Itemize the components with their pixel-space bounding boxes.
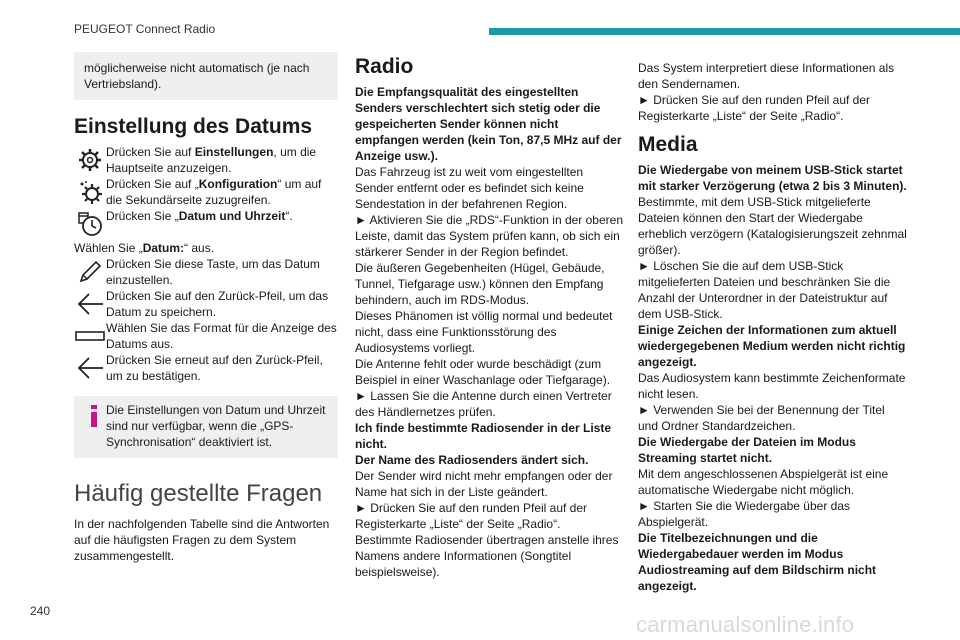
column-middle <box>355 54 623 580</box>
faq-question: Der Name des Radiosenders ändert sich. <box>355 453 589 467</box>
section-heading-datum: Einstellung des Datums <box>74 115 313 138</box>
step-settings: Drücken Sie auf Einstellungen, um die Hauptseite anzuzeigen. <box>74 144 338 176</box>
step-configuration: Drücken Sie auf „Konfiguration“ um auf die Sekundärseite zuzugreifen. <box>74 176 338 208</box>
gear-secondary-icon <box>74 176 106 208</box>
faq-answer: ► Verwenden Sie bei der Benennung der Titel und Ordner Standardzeichen. <box>638 403 885 433</box>
section-heading-media: Media <box>638 133 698 156</box>
info-box <box>74 396 338 458</box>
note-box <box>74 52 338 100</box>
faq-answer: Die äußeren Gegebenheiten (Hügel, Gebäude, Tunnel, Tiefgarage usw.) können den Empfang behindern, auch im RDS-Modus. <box>355 261 605 307</box>
gear-icon <box>74 144 106 176</box>
configuration-label: Konfiguration <box>198 177 278 191</box>
running-header: PEUGEOT Connect Radio <box>74 22 216 36</box>
step-save-date: Drücken Sie auf den Zurück-Pfeil, um das Datum zu speichern. <box>74 288 338 320</box>
section-heading-faq: Häufig gestellte Fragen <box>74 480 323 507</box>
faq-question: Die Empfangsqualität des eingestellten Senders verschlechtert sich stetig oder die gespeicherten Sender können nicht empfangen werden (kein Ton, 87,5 MHz auf der Anzeige usw.). <box>355 85 622 163</box>
step-date-time: Drücken Sie „Datum und Uhrzeit“. <box>74 208 338 240</box>
step-edit-date: Drücken Sie diese Taste, um das Datum einzustellen. <box>74 256 338 288</box>
settings-label: Einstellungen <box>194 145 274 159</box>
step-date-format: Wählen Sie das Format für die Anzeige des Datums aus. <box>74 320 338 352</box>
faq-question: Ich finde bestimmte Radiosender in der Liste nicht. <box>355 421 612 451</box>
faq-answer: Die Antenne fehlt oder wurde beschädigt (zum Beispiel in einer Waschanlage oder Tiefgarage). <box>355 357 611 387</box>
faq-answer: Dieses Phänomen ist völlig normal und bedeutet nicht, dass eine Funktionsstörung des Audiosystems vorliegt. <box>355 309 613 355</box>
faq-answer: Mit dem angeschlossenen Abspielgerät ist eine automatische Wiedergabe nicht möglich. <box>638 467 889 497</box>
faq-answer: Das Audiosystem kann bestimmte Zeichenformate nicht lesen. <box>638 371 906 401</box>
faq-answer: ► Lassen Sie die Antenne durch einen Vertreter des Händlernetzes prüfen. <box>355 389 612 419</box>
faq-answer: ► Löschen Sie die auf dem USB-Stick mitgelieferten Dateien und beschränken Sie die Anzahl der Unterordner in der Dateistruktur auf dem USB-Stick. <box>638 259 891 321</box>
calendar-clock-icon <box>74 208 106 240</box>
header-accent-bar <box>489 28 960 35</box>
faq-question: Die Titelbezeichnungen und die Wiedergabedauer werden im Modus Audiostreaming auf dem Bildschirm nicht angezeigt. <box>638 531 877 593</box>
select-date-line: Wählen Sie „Datum:“ aus. <box>74 241 215 255</box>
faq-answer: Das System interpretiert diese Informationen als den Sendernamen. <box>638 61 895 91</box>
page-number: 240 <box>30 604 51 618</box>
faq-answer: ► Starten Sie die Wiedergabe über das Abspielgerät. <box>638 499 850 529</box>
date-time-label: Datum und Uhrzeit <box>178 209 286 223</box>
step-confirm: Drücken Sie erneut auf den Zurück-Pfeil, um zu bestätigen. <box>74 352 338 384</box>
faq-intro: In der nachfolgenden Tabelle sind die Antworten auf die häufigsten Fragen zu dem System zusammengestellt. <box>74 517 330 563</box>
faq-answer: Der Sender wird nicht mehr empfangen oder der Name hat sich in der Liste geändert. <box>355 469 613 499</box>
faq-answer: Das Fahrzeug ist zu weit vom eingestellten Sender entfernt oder es befindet sich keine Sendestation in der befahrenen Region. <box>355 165 584 211</box>
radio-faq-continued <box>638 60 908 124</box>
faq-answer: ► Aktivieren Sie die „RDS“-Funktion in der oberen Leiste, damit das System prüfen kann, ob sich ein stärkerer Sender in der Region befindet. <box>355 213 623 259</box>
back-arrow-icon <box>74 288 106 320</box>
watermark: carmanualsonline.info <box>636 612 855 637</box>
radio-faq-list <box>355 84 623 580</box>
info-text: Die Einstellungen von Datum und Uhrzeit sind nur verfügbar, wenn die „GPS-Synchronisation“ deaktiviert ist. <box>106 403 326 449</box>
media-faq-list <box>638 162 908 594</box>
faq-question: Die Wiedergabe der Dateien im Modus Streaming startet nicht. <box>638 435 856 465</box>
faq-answer: Bestimmte Radiosender übertragen anstelle ihres Namens andere Informationen (Songtitel beispielsweise). <box>355 533 619 579</box>
note-text: möglicherweise nicht automatisch (je nach Vertriebsland). <box>84 61 310 91</box>
info-icon <box>82 402 106 450</box>
column-left <box>74 52 338 564</box>
pencil-icon <box>74 256 106 288</box>
column-right <box>638 60 908 594</box>
faq-answer: Bestimmte, mit dem USB-Stick mitgelieferte Dateien können den Start der Wiedergabe erheblich verzögern (Katalogisierungszeit zehnmal größer). <box>638 195 907 257</box>
faq-question: Die Wiedergabe von meinem USB-Stick startet mit starker Verzögerung (etwa 2 bis 3 Minuten). <box>638 163 907 193</box>
back-arrow-icon <box>74 352 106 384</box>
format-bar-icon <box>74 320 106 352</box>
faq-answer: ► Drücken Sie auf den runden Pfeil auf der Registerkarte „Liste“ der Seite „Radio“. <box>355 501 588 531</box>
faq-question: Einige Zeichen der Informationen zum aktuell wiedergegebenen Medium werden nicht richtig angezeigt. <box>638 323 906 369</box>
faq-answer: ► Drücken Sie auf den runden Pfeil auf der Registerkarte „Liste“ der Seite „Radio“. <box>638 93 871 123</box>
section-heading-radio: Radio <box>355 55 414 78</box>
